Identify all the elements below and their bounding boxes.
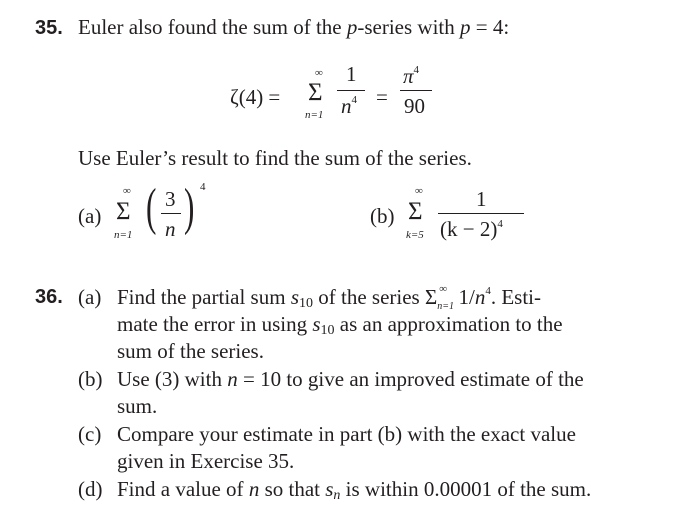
zeta-lhs: ζ(4) = — [230, 85, 281, 109]
ex36-c-line1: Compare your estimate in part (b) with the exact value — [117, 422, 576, 446]
part-b-den-exponent: 4 — [497, 218, 503, 230]
frac1-numerator: 1 — [346, 62, 357, 86]
frac1-denominator: $n^4$ — [341, 94, 357, 118]
part-a-label: (a) — [78, 204, 102, 228]
part-b-sigma: Σ — [408, 198, 423, 225]
part-a-right-paren: ) — [184, 179, 195, 236]
exercise-35-intro — [78, 17, 509, 38]
part-b-frac-bar — [438, 213, 524, 214]
part-a-numerator: 3 — [165, 187, 176, 211]
exercise-36-number: 36. — [35, 286, 63, 308]
part-b-den-expr: (k − 2) — [440, 217, 498, 241]
frac1-bar — [337, 90, 365, 91]
part-b-sum-upper: ∞ — [415, 185, 423, 197]
part-a-denominator: n — [165, 217, 176, 241]
intro-text: Euler also found the sum of the — [78, 15, 342, 39]
part-a-frac-bar — [161, 213, 181, 214]
p-variable-eq: p — [460, 15, 471, 39]
ex36-b-line2: sum. — [117, 394, 158, 418]
part-b-label: (b) — [370, 204, 395, 228]
inline-sigma: Σ — [424, 285, 438, 309]
frac2-numerator: $\pi^4$ — [403, 64, 420, 88]
frac2-denominator: 90 — [404, 94, 425, 118]
intro-mid: -series with — [357, 15, 455, 39]
frac2-bar — [400, 90, 432, 91]
equals-sign: = — [376, 85, 388, 109]
ex36-b-label: (b) — [78, 367, 103, 391]
part-a-sum-lower: n=1 — [114, 229, 133, 241]
part-a-left-paren: ( — [146, 179, 157, 236]
p-variable: p — [346, 15, 358, 39]
part-a-sigma: Σ — [116, 198, 131, 225]
sigma-symbol: Σ — [308, 79, 323, 106]
ex36-d-label: (d) — [78, 477, 103, 501]
ex36-d-line1: Find a value of n so that sn is within 0.00001 of the sum. — [117, 477, 592, 503]
exercise-35-number: 35. — [35, 17, 63, 39]
intro-end: = 4: — [475, 15, 510, 39]
exercise-35-instruction: Use Euler’s result to find the sum of the series. — [78, 146, 472, 170]
ex36-c-line2: given in Exercise 35. — [117, 449, 295, 473]
sum-lower-limit: n=1 — [305, 109, 324, 121]
ex36-a-line1: Find the partial sum s10 of the series Σ ∞ n=1 $1/n^4$. Esti- — [117, 283, 541, 312]
ex36-c-label: (c) — [78, 422, 102, 446]
ex36-b-line1: Use (3) with n = 10 to give an improved estimate of the — [117, 367, 584, 391]
sum-upper-limit: ∞ — [315, 67, 323, 79]
part-b-denominator — [440, 219, 503, 240]
part-b-numerator: 1 — [476, 187, 487, 211]
ex36-a-label: (a) — [78, 285, 102, 309]
part-b-sum-lower: k=5 — [406, 229, 424, 241]
ex36-a-line3: sum of the series. — [117, 339, 264, 363]
part-a-exponent: 4 — [200, 181, 206, 193]
ex36-a-line2: mate the error in using s10 as an approximation to the — [117, 312, 563, 338]
part-a-sum-upper: ∞ — [123, 185, 131, 197]
